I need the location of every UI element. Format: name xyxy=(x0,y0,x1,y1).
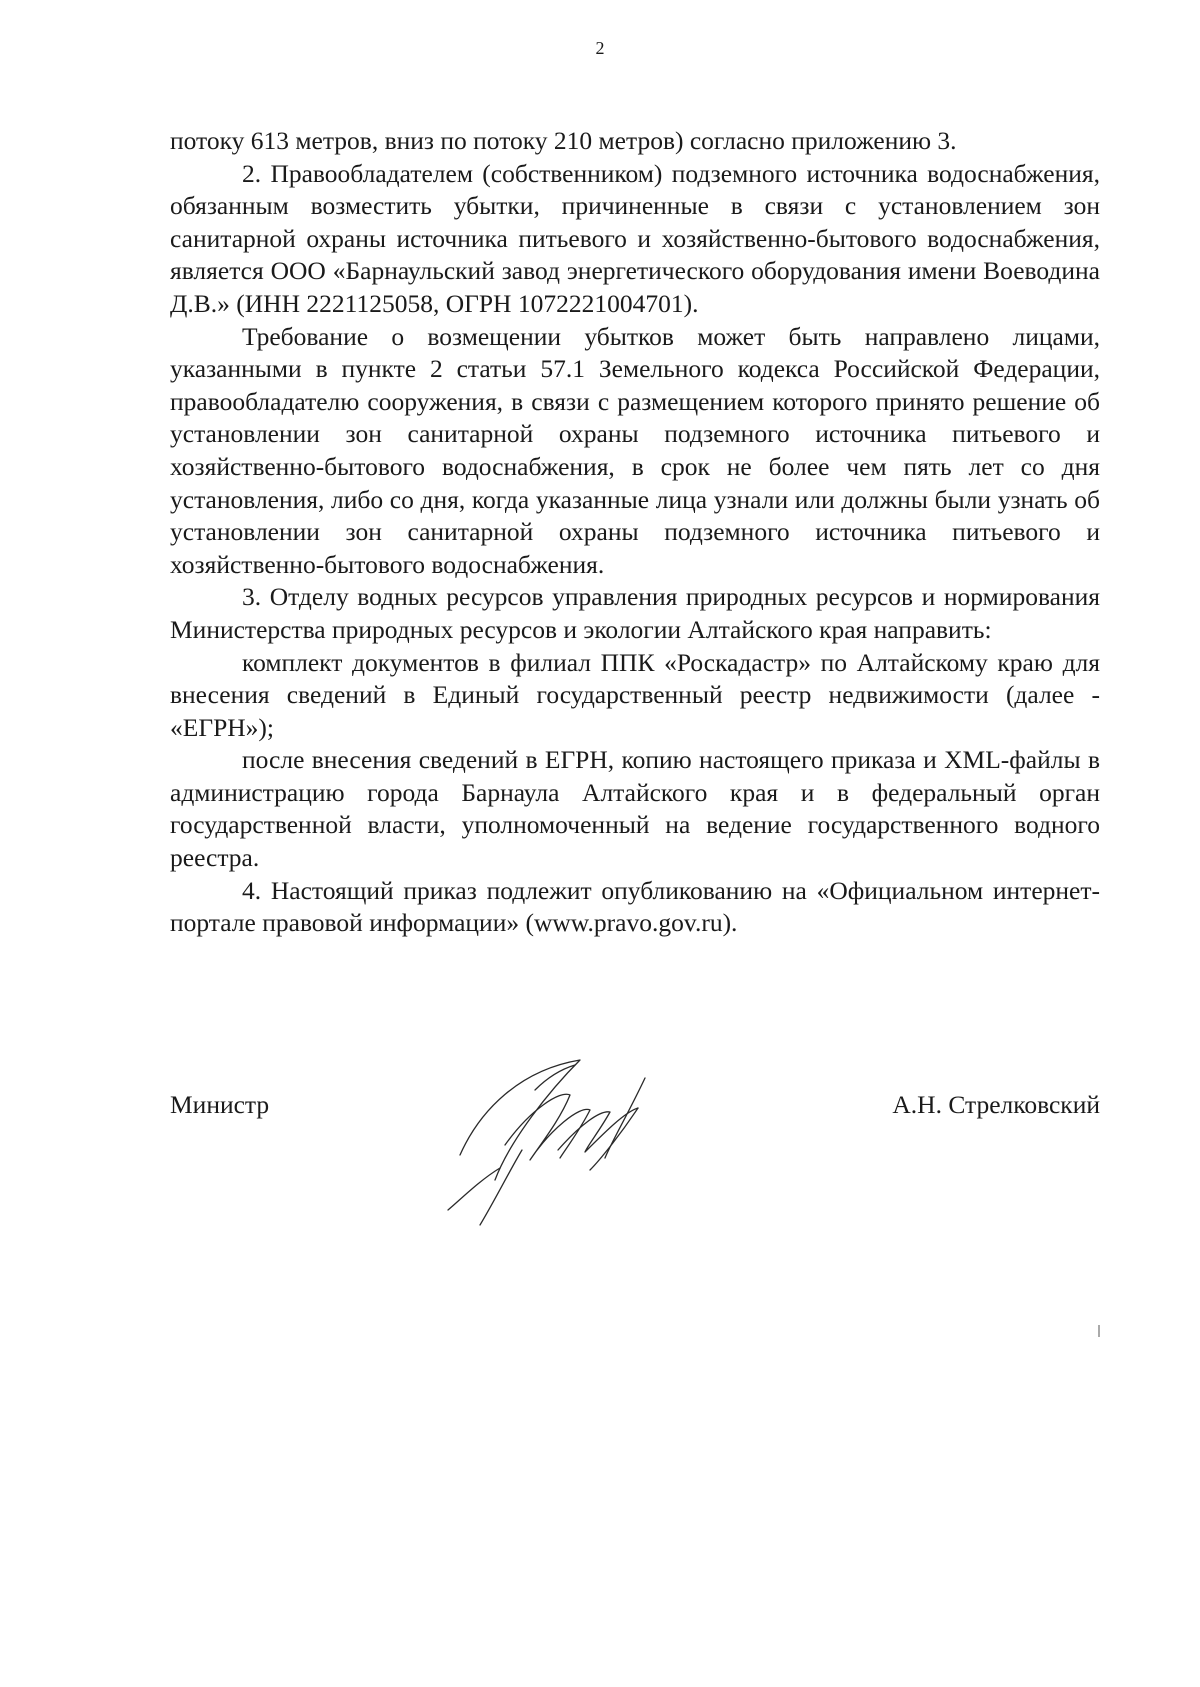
handwritten-signature xyxy=(440,1050,680,1230)
paragraph-item-4: 4. Настоящий приказ подлежит опубликованию на «Официальном интернет-портале правовой информации» (www.pravo.gov.ru). xyxy=(170,875,1100,938)
paragraph-item-3-sub-2: после внесения сведений в ЕГРН, копию настоящего приказа и XML-файлы в администрацию города Барнаула Алтайского края и в федеральный орган государственной власти, уполномоченный на ведение государственного водного реестра. xyxy=(170,745,1100,873)
paragraph-continuation: потоку 613 метров, вниз по потоку 210 метров) согласно приложению 3. xyxy=(170,126,957,155)
signature-stroke-loop-1 xyxy=(505,1094,590,1160)
signature-stroke-tail-2 xyxy=(605,1078,645,1158)
paragraph-compensation-claim: Требование о возмещении убытков может быть направлено лицами, указанными в пункте 2 статьи 57.1 Земельного кодекса Российской Федерации, правообладателю сооружения, в связи с размещением которого принято решение об установлении зон санитарной охраны подземного источника питьевого и хозяйственно-бытового водоснабжения, в срок не более чем пять лет со дня установления, либо со дня, когда указанные лица узнали или должны были узнать об установлении зон санитарной охраны подземного источника питьевого и хозяйственно-бытового водоснабжения. xyxy=(170,321,1100,579)
signature-stroke-main xyxy=(460,1060,580,1180)
signatory-title: Министр xyxy=(170,1090,270,1119)
paragraph-item-3-sub-1: комплект документов в филиал ППК «Роскадастр» по Алтайскому краю для внесения сведений в Единый государственный реестр недвижимости (далее - «ЕГРН»); xyxy=(170,647,1100,742)
signatory-name: А.Н. Стрелковский xyxy=(892,1090,1100,1119)
document-body xyxy=(170,125,1100,940)
signature-stroke-descender xyxy=(480,1150,522,1225)
paragraph-item-3: 3. Отделу водных ресурсов управления природных ресурсов и нормирования Министерства природных ресурсов и экологии Алтайского края направить: xyxy=(170,582,1100,644)
page-number: 2 xyxy=(595,38,605,58)
paragraph-item-2: 2. Правообладателем (собственником) подземного источника водоснабжения, обязанным возместить убытки, причиненные в связи с установлением зон санитарной охраны источника питьевого и хозяйственно-бытового водоснабжения, является ООО «Барнаульский завод энергетического оборудования имени Воеводина Д.В.» (ИНН 2221125058, ОГРН 1072221004701). xyxy=(170,158,1100,318)
margin-mark xyxy=(1097,1325,1101,1337)
